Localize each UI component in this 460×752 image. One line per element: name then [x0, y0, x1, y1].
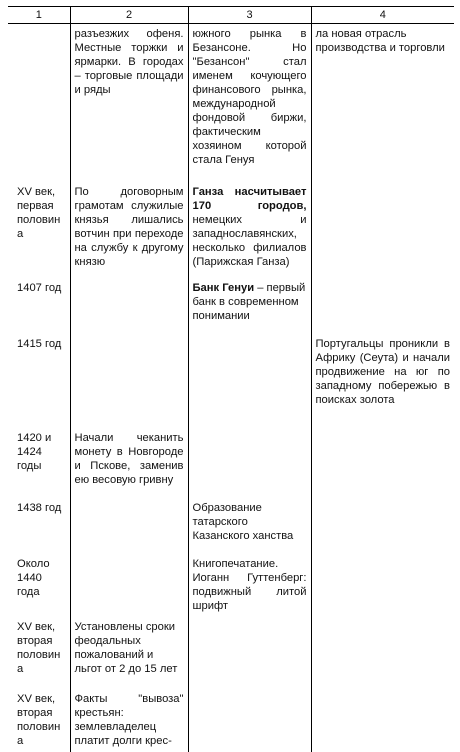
russia-cell: По договорным грамотам служилые князья лишались вотчин при переходе на службу к другому князю [70, 182, 188, 278]
europe-cell [188, 498, 311, 554]
world-cell: Португальцы проникли в Африку (Сеута) и начали продвижение на юг по западному побережью в поисках золота [311, 334, 454, 428]
europe-cell-text: – первый банк в современном понимании [192, 281, 306, 322]
world-cell [311, 428, 454, 498]
column-number-1: 1 [8, 7, 70, 24]
russia-cell [70, 554, 188, 617]
europe-cell-text: южного рынка в Безансоне. Но "Безансон" стал именем кочующего финансового рынка, международной фондовой биржи, фактическим хозяином которой стала Генуя [192, 28, 307, 166]
table-row [8, 617, 454, 689]
world-cell [311, 689, 454, 752]
russia-cell: Факты "вывоза" крестьян: землевладелец платит долги крес- [70, 689, 188, 752]
russia-cell: Установлены сроки феодальных пожалований и льгот от 2 до 15 лет [70, 617, 188, 689]
date-cell: Около 1440 года [8, 554, 70, 617]
table-row [8, 278, 454, 334]
column-number-4: 4 [311, 7, 454, 24]
chronology-table [8, 6, 454, 752]
world-cell [311, 498, 454, 554]
header-row [8, 7, 454, 24]
table-row [8, 498, 454, 554]
europe-cell [188, 554, 311, 617]
date-cell: 1420 и 1424 годы [8, 428, 70, 498]
date-cell: XV век, первая половина [8, 182, 70, 278]
world-cell [311, 278, 454, 334]
table-body [8, 24, 454, 752]
europe-cell-bold: Банк Генуи [192, 281, 255, 294]
table-row [8, 428, 454, 498]
date-cell: 1407 год [8, 278, 70, 334]
russia-cell: разъезжих офеня. Местные торжки и ярмарки. В городах – торговые площади и ряды [70, 24, 188, 182]
date-cell: 1438 год [8, 498, 70, 554]
russia-cell [70, 278, 188, 334]
column-number-2: 2 [70, 7, 188, 24]
table-row [8, 689, 454, 752]
date-cell: XV век, вторая половина [8, 617, 70, 689]
date-cell [8, 24, 70, 182]
europe-cell [188, 334, 311, 428]
europe-cell [188, 278, 311, 334]
world-cell [311, 182, 454, 278]
date-cell: 1415 год [8, 334, 70, 428]
table-row [8, 554, 454, 617]
table-row [8, 334, 454, 428]
table-header [8, 7, 454, 24]
europe-cell-text: Образование татарского Казанского ханства [192, 501, 294, 542]
europe-cell [188, 182, 311, 278]
russia-cell [70, 498, 188, 554]
column-number-3: 3 [188, 7, 311, 24]
russia-cell [70, 334, 188, 428]
europe-cell-text: немецких и западнославянских, несколько филиалов (Парижская Ганза) [192, 213, 307, 268]
europe-cell [188, 689, 311, 752]
europe-cell [188, 24, 311, 182]
table-row [8, 24, 454, 182]
world-cell [311, 617, 454, 689]
europe-cell-text: Книгопечатание. Иоганн Гуттенберг: подвижный литой шрифт [192, 557, 307, 612]
europe-cell [188, 428, 311, 498]
world-cell: ла новая отрасль производства и торговли [311, 24, 454, 182]
europe-cell-bold: Ганза насчитывает 170 городов, [192, 185, 307, 212]
world-cell [311, 554, 454, 617]
europe-cell [188, 617, 311, 689]
date-cell: XV век, вторая половина [8, 689, 70, 752]
russia-cell: Начали чеканить монету в Новгороде и Пскове, заменив ею весовую гривну [70, 428, 188, 498]
table-row [8, 182, 454, 278]
